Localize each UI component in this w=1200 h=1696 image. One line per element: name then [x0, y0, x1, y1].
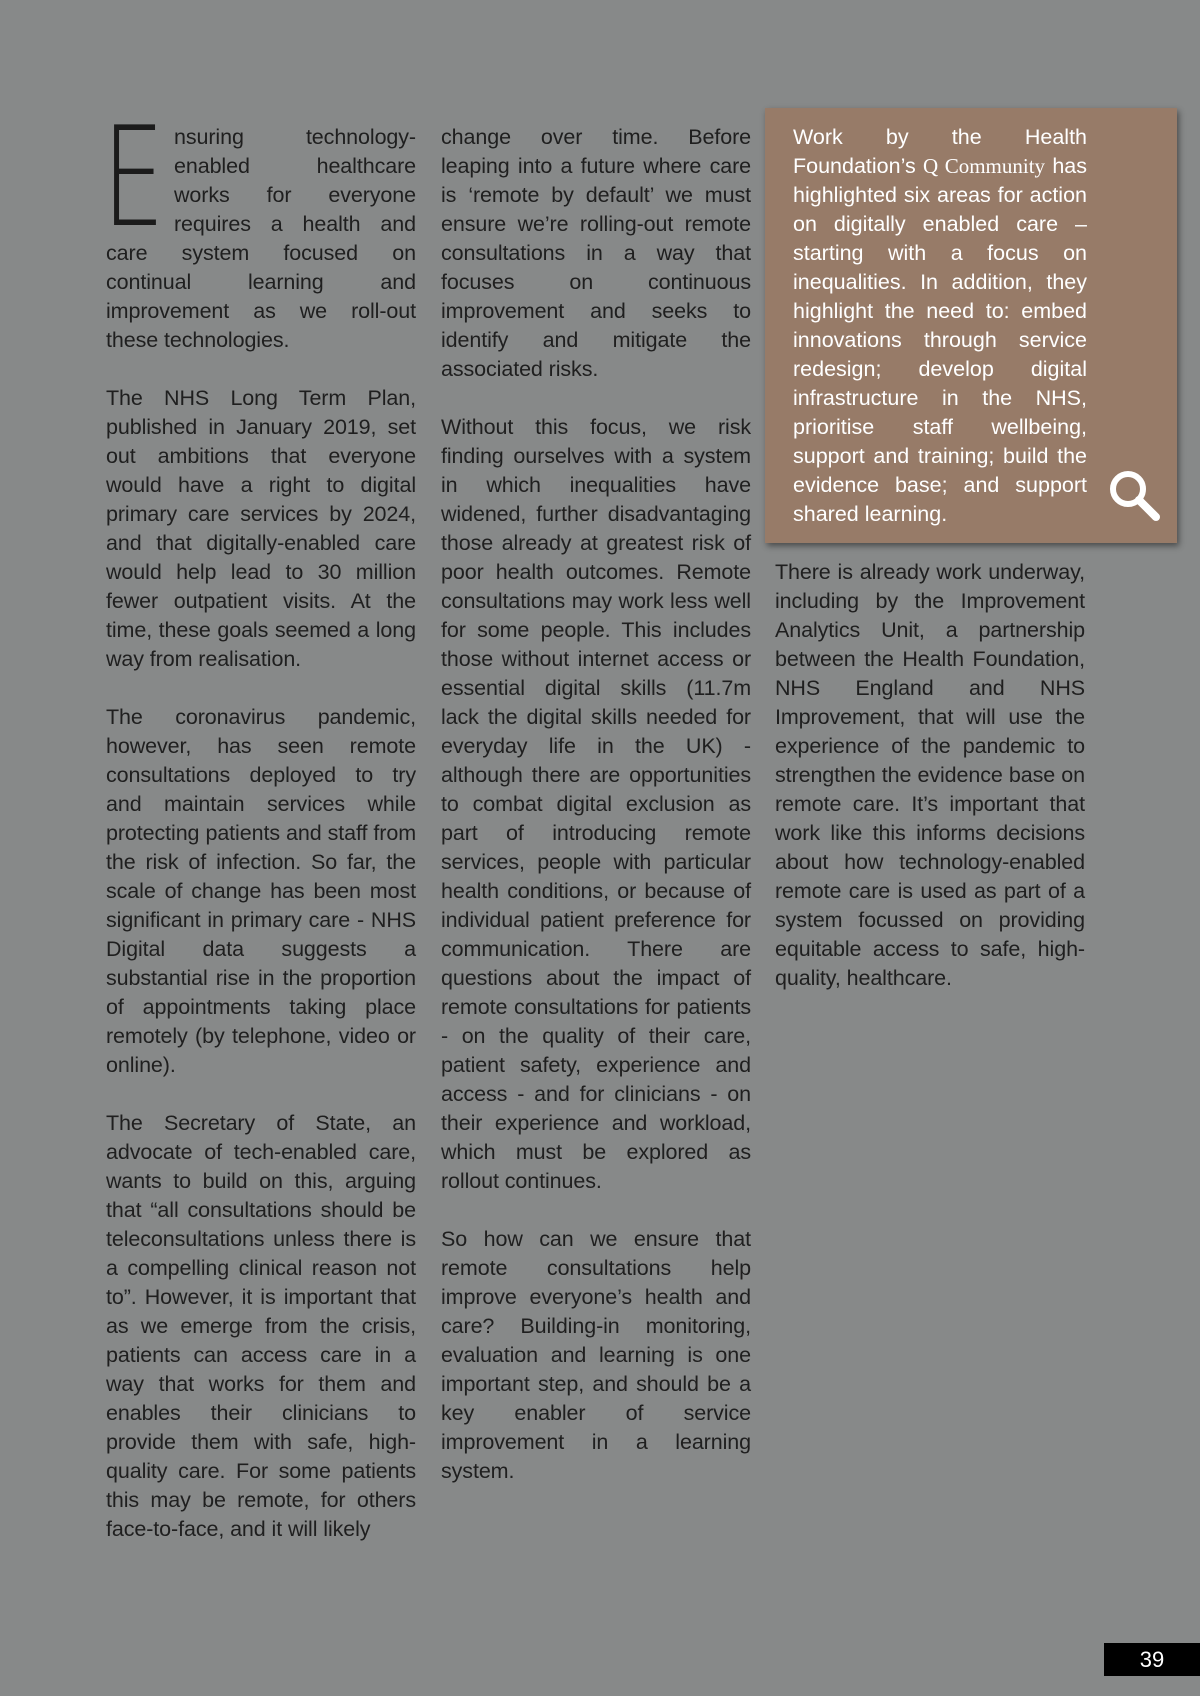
- page-number: 39: [1104, 1643, 1200, 1676]
- article-column-1: [102, 97, 416, 1573]
- callout-text-part: has highlighted six areas for action on digitally enabled care – starting with a focus on inequalities. In addition, they highlight the need to: embed innovations through service redesign; develop digital infrastructure in the NHS, prioritise staff wellbeing, support and training; build the evidence base; and support shared learning.: [793, 154, 1087, 526]
- article-column-2: [441, 123, 751, 1515]
- callout-text-part: Work by the Health Foundation’s: [793, 125, 1087, 178]
- drop-cap: E: [102, 97, 165, 258]
- paragraph: The Secretary of State, an advocate of tech-enabled care, wants to build on this, arguing that “all consultations should be teleconsultations unless there is a compelling clinical reason not to”. However, it is important that as we emerge from the crisis, patients can access care in a way that works for them and enables their clinicians to provide them with safe, high-quality care. For some patients this may be remote, for others face-to-face, and it will likely: [106, 1111, 416, 1541]
- paragraph: Without this focus, we risk finding ourselves with a system in which inequalities have widened, further disadvantaging those already at greatest risk of poor health outcomes. Remote consultations may work less well for some people. This includes those without internet access or essential digital skills (11.7m lack the digital skills needed for everyday life in the UK) - although there are opportunities to combat digital exclusion as part of introducing remote services, people with particular health conditions, or because of individual patient preference for communication. There are questions about the impact of remote consultations for patients - on the quality of their care, patient safety, experience and access - and for clinicians - on their experience and workload, which must be explored as rollout continues.: [441, 415, 751, 1193]
- paragraph: [102, 97, 416, 355]
- paragraph: There is already work underway, including by the Improvement Analytics Unit, a partnership between the Health Foundation, NHS England and NHS Improvement, that will use the experience of the pandemic to strengthen the evidence base on remote care. It’s important that work like this informs decisions about how technology-enabled remote care is used as part of a system focussed on providing equitable access to safe, high-quality, healthcare.: [775, 560, 1085, 990]
- search-icon: [1107, 468, 1161, 522]
- paragraph: The NHS Long Term Plan, published in January 2019, set out ambitions that everyone would have a right to digital primary care services by 2024, and that digitally-enabled care would help lead to 30 million fewer outpatient visits. At the time, these goals seemed a long way from realisation.: [106, 386, 416, 671]
- article-column-3: [775, 558, 1085, 1022]
- paragraph: The coronavirus pandemic, however, has seen remote consultations deployed to try and maintain services while protecting patients and staff from the risk of infection. So far, the scale of change has been most significant in primary care - NHS Digital data suggests a substantial rise in the proportion of appointments taking place remotely (by telephone, video or online).: [106, 705, 416, 1077]
- callout-text-q-community: Q Community: [923, 154, 1046, 178]
- callout-text: [793, 123, 1087, 529]
- callout-box: [765, 108, 1177, 543]
- paragraph: change over time. Before leaping into a future where care is ‘remote by default’ we must ensure we’re rolling-out remote consultations in a way that focuses on continuous improvement and seeks to identify and mitigate the associated risks.: [441, 125, 751, 381]
- paragraph: So how can we ensure that remote consultations help improve everyone’s health and care? Building-in monitoring, evaluation and learning is one important step, and should be a key enabler of service improvement in a learning system.: [441, 1227, 751, 1483]
- paragraph-text: nsuring technology-enabled healthcare works for everyone requires a health and care system focused on continual learning and improvement as we roll-out these technologies.: [106, 125, 416, 352]
